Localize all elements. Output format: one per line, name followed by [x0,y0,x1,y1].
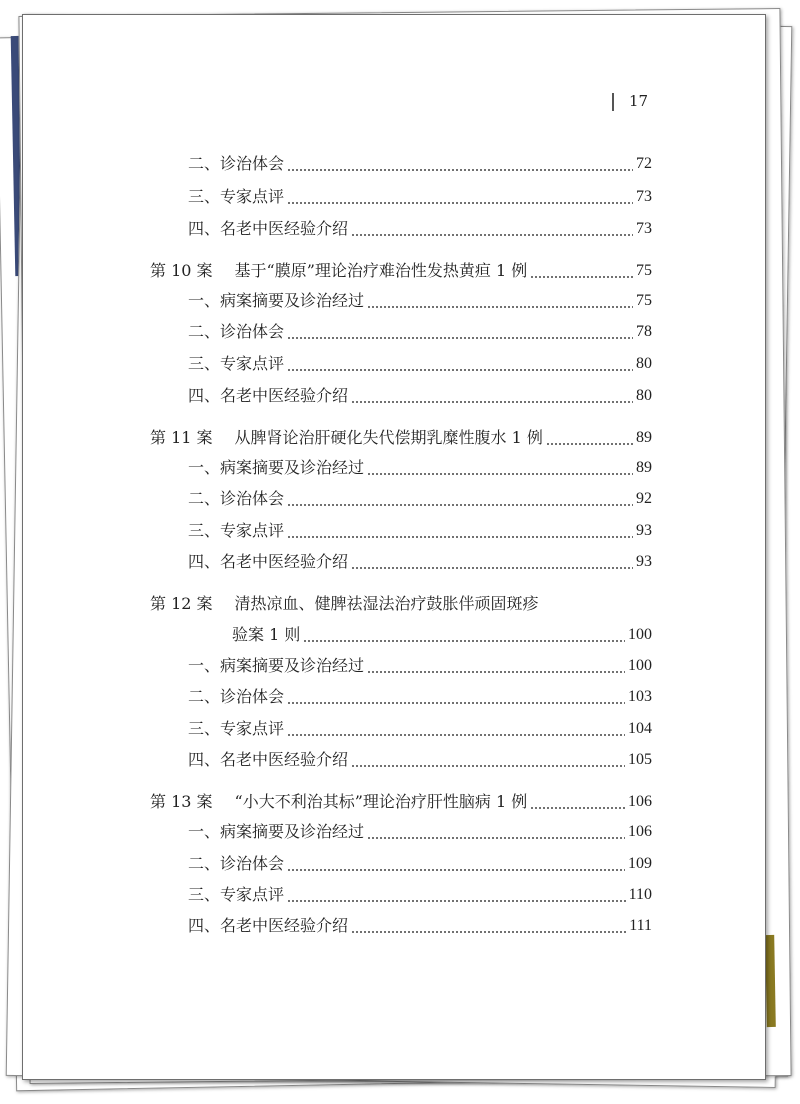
toc-case-entry [150,593,539,615]
toc-case-entry [150,791,652,813]
toc-case-title: 从脾肾论治肝硬化失代偿期乳糜性腹水 1 例 [234,428,543,447]
toc-case-number: 第 13 案 [150,792,213,811]
toc-case-title: 清热凉血、健脾祛湿法治疗鼓胀伴顽固斑疹 [234,594,539,613]
toc-entry-label: 四、名老中医经验介绍 [188,219,349,238]
toc-page-number: 73 [636,188,652,205]
toc-page-number: 106 [628,823,652,840]
toc-page-number: 92 [636,490,652,507]
toc-entry-label: 验案 1 则 [232,625,301,644]
toc-entry-label: 二、诊治体会 [188,322,285,341]
dot-leader [351,385,633,407]
toc-page-number: 103 [628,688,652,705]
toc-section-entry [188,655,652,677]
toc-section-entry [188,884,652,906]
dot-leader [287,353,633,375]
dot-leader [546,427,633,449]
toc-section-entry [188,488,652,510]
toc-page-number: 80 [636,355,652,372]
toc-page-number: 72 [636,155,652,172]
toc-page-number: 93 [636,553,652,570]
toc-section-entry [188,520,652,542]
toc-entry-label: 一、病案摘要及诊治经过 [188,291,365,310]
toc-section-entry [188,321,652,343]
toc-section-entry [188,853,652,875]
toc-entry-label: 一、病案摘要及诊治经过 [188,656,365,675]
toc-section-entry [188,686,652,708]
toc-entry-label: 二、诊治体会 [188,154,285,173]
toc-case-heading [150,260,527,282]
cover-edge [765,935,776,1027]
dot-leader [351,551,633,573]
toc-case-heading [150,791,527,813]
dot-leader [287,853,625,875]
dot-leader [287,321,633,343]
toc-page-number: 109 [628,855,652,872]
toc-page-number: 100 [628,657,652,674]
toc-section-entry [232,624,652,646]
dot-leader [287,718,625,740]
toc-section-entry [188,218,652,240]
dot-leader [351,749,625,771]
toc-case-entry [150,260,652,282]
toc-section-entry [188,186,652,208]
toc-page-number: 75 [636,292,652,309]
toc-entry-label: 三、专家点评 [188,719,285,738]
toc-entry-label: 二、诊治体会 [188,489,285,508]
toc-case-heading [150,427,543,449]
dot-leader [367,821,625,843]
toc-case-number: 第 11 案 [150,428,213,447]
dot-leader [287,884,626,906]
dot-leader [287,186,633,208]
dot-leader [367,655,625,677]
dot-leader [367,457,633,479]
toc-page-number: 106 [628,793,652,810]
toc-case-entry [150,427,652,449]
toc-section-entry [188,290,652,312]
toc-entry-label: 一、病案摘要及诊治经过 [188,458,365,477]
toc-entry-label: 三、专家点评 [188,187,285,206]
toc-section-entry [188,821,652,843]
toc-section-entry [188,718,652,740]
toc-entry-label: 四、名老中医经验介绍 [188,552,349,571]
toc-section-entry [188,385,652,407]
page-number: 17 [629,92,649,110]
toc-entry-label: 四、名老中医经验介绍 [188,916,349,935]
toc-page-number: 111 [629,917,652,934]
toc-entry-label: 三、专家点评 [188,354,285,373]
toc-page-number: 78 [636,323,652,340]
toc-section-entry [188,457,652,479]
toc-case-heading [150,593,539,615]
toc-entry-label: 四、名老中医经验介绍 [188,750,349,769]
toc-entry-label: 三、专家点评 [188,885,285,904]
toc-page-number: 100 [628,626,652,643]
toc-entry-label: 二、诊治体会 [188,854,285,873]
toc-entry-label: 一、病案摘要及诊治经过 [188,822,365,841]
dot-leader [287,153,633,175]
toc-case-title: 基于“膜原”理论治疗难治性发热黄疸 1 例 [234,261,528,280]
dot-leader [351,218,633,240]
toc-page-number: 110 [628,886,652,903]
dot-leader [351,915,626,937]
toc-section-entry [188,551,652,573]
toc-page-number: 89 [636,459,652,476]
toc-case-number: 第 10 案 [150,261,213,280]
toc-section-entry [188,749,652,771]
toc-page-number: 89 [636,429,652,446]
toc-section-entry [188,153,652,175]
toc-entry-label: 二、诊治体会 [188,687,285,706]
toc-case-title: “小大不利治其标”理论治疗肝性脑病 1 例 [234,792,528,811]
dot-leader [287,488,633,510]
toc-page-number: 73 [636,220,652,237]
toc-page-number: 75 [636,262,652,279]
dot-leader [287,686,625,708]
dot-leader [530,791,625,813]
toc-page-number: 104 [628,720,652,737]
dot-leader [303,624,625,646]
dot-leader [367,290,633,312]
toc-section-entry [188,915,652,937]
toc-page-number: 80 [636,387,652,404]
header-rule [612,93,614,111]
toc-case-number: 第 12 案 [150,594,213,613]
toc-section-entry [188,353,652,375]
toc-entry-label: 三、专家点评 [188,521,285,540]
toc-entry-label: 四、名老中医经验介绍 [188,386,349,405]
dot-leader [287,520,633,542]
dot-leader [530,260,633,282]
toc-page-number: 93 [636,522,652,539]
toc-page-number: 105 [628,751,652,768]
